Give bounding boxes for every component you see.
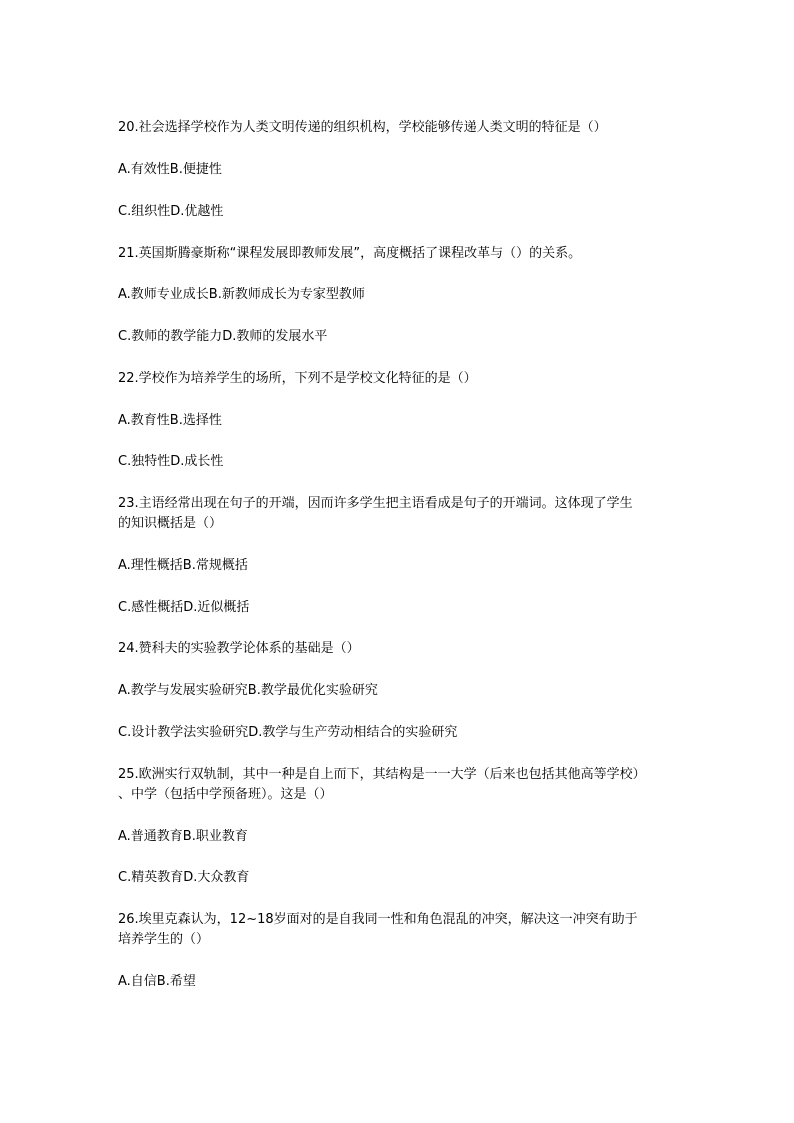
question-25-stem-line-1: 25.欧洲实行双轨制，其中一种是自上而下，其结构是一一大学（后来也包括其他高等学校） [118, 767, 646, 782]
question-24-options-ab: A.教学与发展实验研究B.教学最优化实验研究 [118, 683, 378, 698]
question-26-stem-line-2: 培养学生的（） [118, 932, 210, 947]
question-23-stem-line-2: 的知识概括是（） [118, 516, 223, 531]
question-21-options-ab: A.教师专业成长B.新教师成长为专家型教师 [118, 287, 365, 302]
question-26-options-ab: A.自信B.希望 [118, 974, 196, 989]
question-20-options-cd: C.组织性D.优越性 [118, 204, 224, 219]
question-20-stem: 20.社会选择学校作为人类文明传递的组织机构，学校能够传递人类文明的特征是（） [118, 120, 607, 135]
question-21-stem: 21.英国斯腾豪斯称“课程发展即教师发展”，高度概括了课程改革与（）的关系。 [118, 246, 582, 261]
question-23-stem-line-1: 23.主语经常出现在句子的开端，因而许多学生把主语看成是句子的开端词。这体现了学生 [118, 496, 633, 511]
question-25-stem-line-2: 、中学（包括中学预备班）。这是（） [118, 787, 333, 802]
question-24-stem: 24.赞科夫的实验教学论体系的基础是（） [118, 641, 360, 656]
question-22-options-ab: A.教育性B.选择性 [118, 413, 222, 428]
question-22-stem: 22.学校作为培养学生的场所，下列不是学校文化特征的是（） [118, 371, 477, 386]
question-22-options-cd: C.独特性D.成长性 [118, 454, 224, 469]
question-23-options-cd: C.感性概括D.近似概括 [118, 600, 250, 615]
question-24-options-cd: C.设计教学法实验研究D.教学与生产劳动相结合的实验研究 [118, 725, 458, 740]
question-25-options-cd: C.精英教育D.大众教育 [118, 870, 250, 885]
question-25-options-ab: A.普通教育B.职业教育 [118, 829, 248, 844]
question-23-options-ab: A.理性概括B.常规概括 [118, 558, 248, 573]
question-21-options-cd: C.教师的教学能力D.教师的发展水平 [118, 329, 328, 344]
question-26-stem-line-1: 26.埃里克森认为，12~18岁面对的是自我同一性和角色混乱的冲突，解决这一冲突有助于 [118, 912, 638, 927]
question-20-options-ab: A.有效性B.便捷性 [118, 162, 222, 177]
